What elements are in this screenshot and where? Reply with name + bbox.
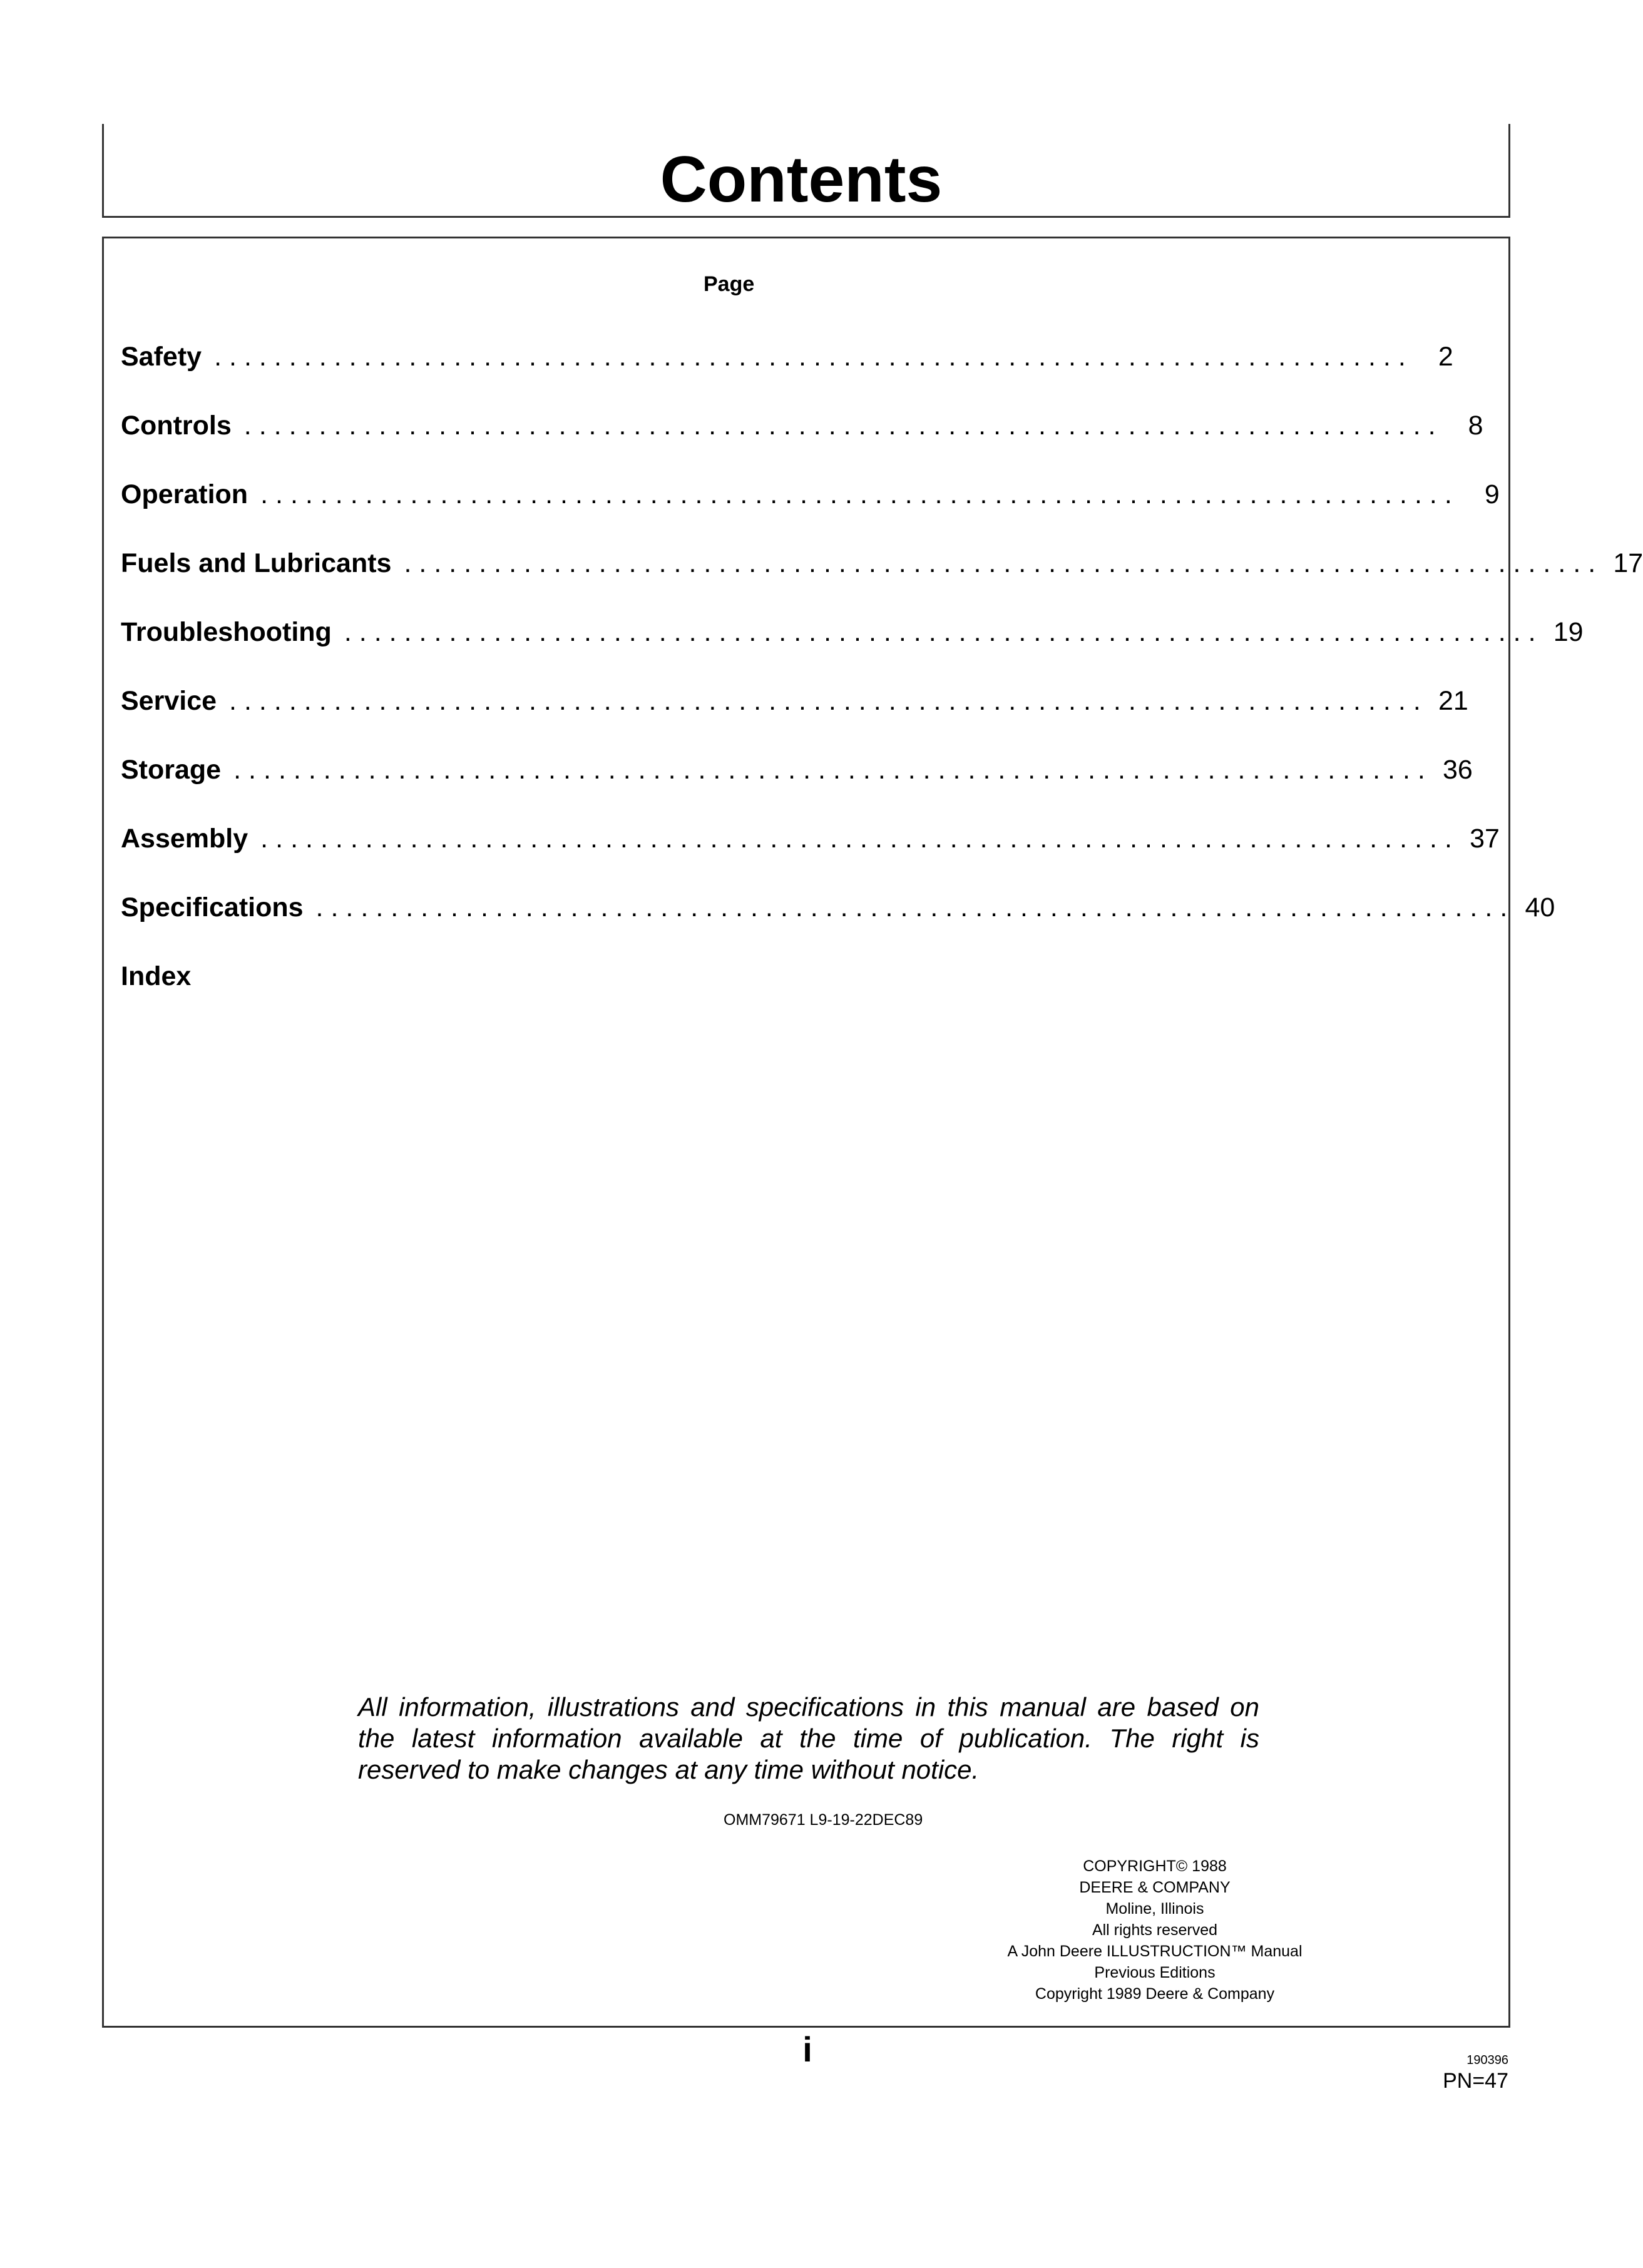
toc-entry-assembly[interactable] [121, 817, 1500, 886]
copyright-line: COPYRIGHT© 1988 [1083, 1857, 1227, 1875]
toc-entry-troubleshooting[interactable] [121, 610, 1584, 679]
toc-entry-label: Service [121, 686, 217, 716]
toc-entry-page: 19 [1553, 617, 1584, 647]
toc-entry-label: Specifications [121, 892, 304, 922]
page-column-label: Page [704, 272, 755, 296]
toc-entry-safety[interactable] [121, 335, 1453, 404]
copyright-line: Copyright 1989 Deere & Company [1035, 1985, 1275, 2003]
toc-entry-page: 17 [1613, 548, 1643, 578]
toc-entry-service[interactable] [121, 679, 1468, 748]
dot-leader: ................................................................................ [233, 755, 1433, 785]
disclaimer-text: All information, illustrations and specifications in this manual are based on the latest information available at the time of publication. The right is reserved to make changes at any time without notice. [358, 1692, 1259, 1784]
toc-entry-page: 37 [1470, 824, 1500, 854]
dot-leader: ................................................................................ [260, 824, 1460, 854]
footer-code: 190396 [1466, 2053, 1508, 2067]
toc-entry-controls[interactable] [121, 404, 1483, 472]
table-of-contents [121, 335, 1643, 1023]
toc-entry-label: Operation [121, 479, 248, 509]
copyright-line: All rights reserved [1092, 1921, 1218, 1939]
toc-entry-label: Index [121, 961, 192, 991]
page-title: Contents [660, 143, 943, 216]
dot-leader: ................................................................................ [260, 479, 1460, 509]
dot-leader: ................................................................................ [404, 548, 1604, 578]
copyright-line: A John Deere ILLUSTRUCTION™ Manual [1007, 1943, 1303, 1960]
dot-leader: ................................................................................ [229, 686, 1428, 716]
copyright-block [976, 1856, 1333, 2005]
toc-entry-label: Safety [121, 342, 202, 372]
toc-entry-label: Assembly [121, 824, 248, 854]
toc-entry-specifications[interactable] [121, 886, 1555, 954]
copyright-line: DEERE & COMPANY [1079, 1879, 1231, 1896]
toc-entry-label: Controls [121, 411, 232, 441]
toc-entry-label: Fuels and Lubricants [121, 548, 392, 578]
toc-entry-page: 36 [1443, 755, 1473, 785]
toc-entry-fuels-and-lubricants[interactable] [121, 541, 1643, 610]
toc-entry-storage[interactable] [121, 748, 1473, 817]
toc-entry-page: 9 [1484, 479, 1500, 509]
page-number: i [802, 2030, 812, 2069]
dot-leader: ................................................................................ [315, 892, 1515, 922]
toc-entry-page: 40 [1525, 892, 1555, 922]
toc-entry-page: 8 [1468, 411, 1483, 441]
footer-pn: PN=47 [1443, 2069, 1508, 2093]
copyright-line: Previous Editions [1094, 1964, 1216, 1981]
dot-leader: ................................................................................ [243, 411, 1443, 441]
toc-entry-index[interactable] [121, 954, 754, 1023]
toc-entry-label: Storage [121, 755, 222, 785]
copyright-line: Moline, Illinois [1105, 1900, 1204, 1918]
document-code: OMM79671 L9-19-22DEC89 [724, 1811, 923, 1829]
dot-leader: ................................................................................ [214, 342, 1413, 372]
dot-leader: ................................................................................ [344, 617, 1543, 647]
toc-entry-label: Troubleshooting [121, 617, 332, 647]
toc-entry-page: 2 [1438, 342, 1453, 372]
toc-entry-page: 21 [1438, 686, 1468, 716]
toc-entry-operation[interactable] [121, 472, 1500, 541]
